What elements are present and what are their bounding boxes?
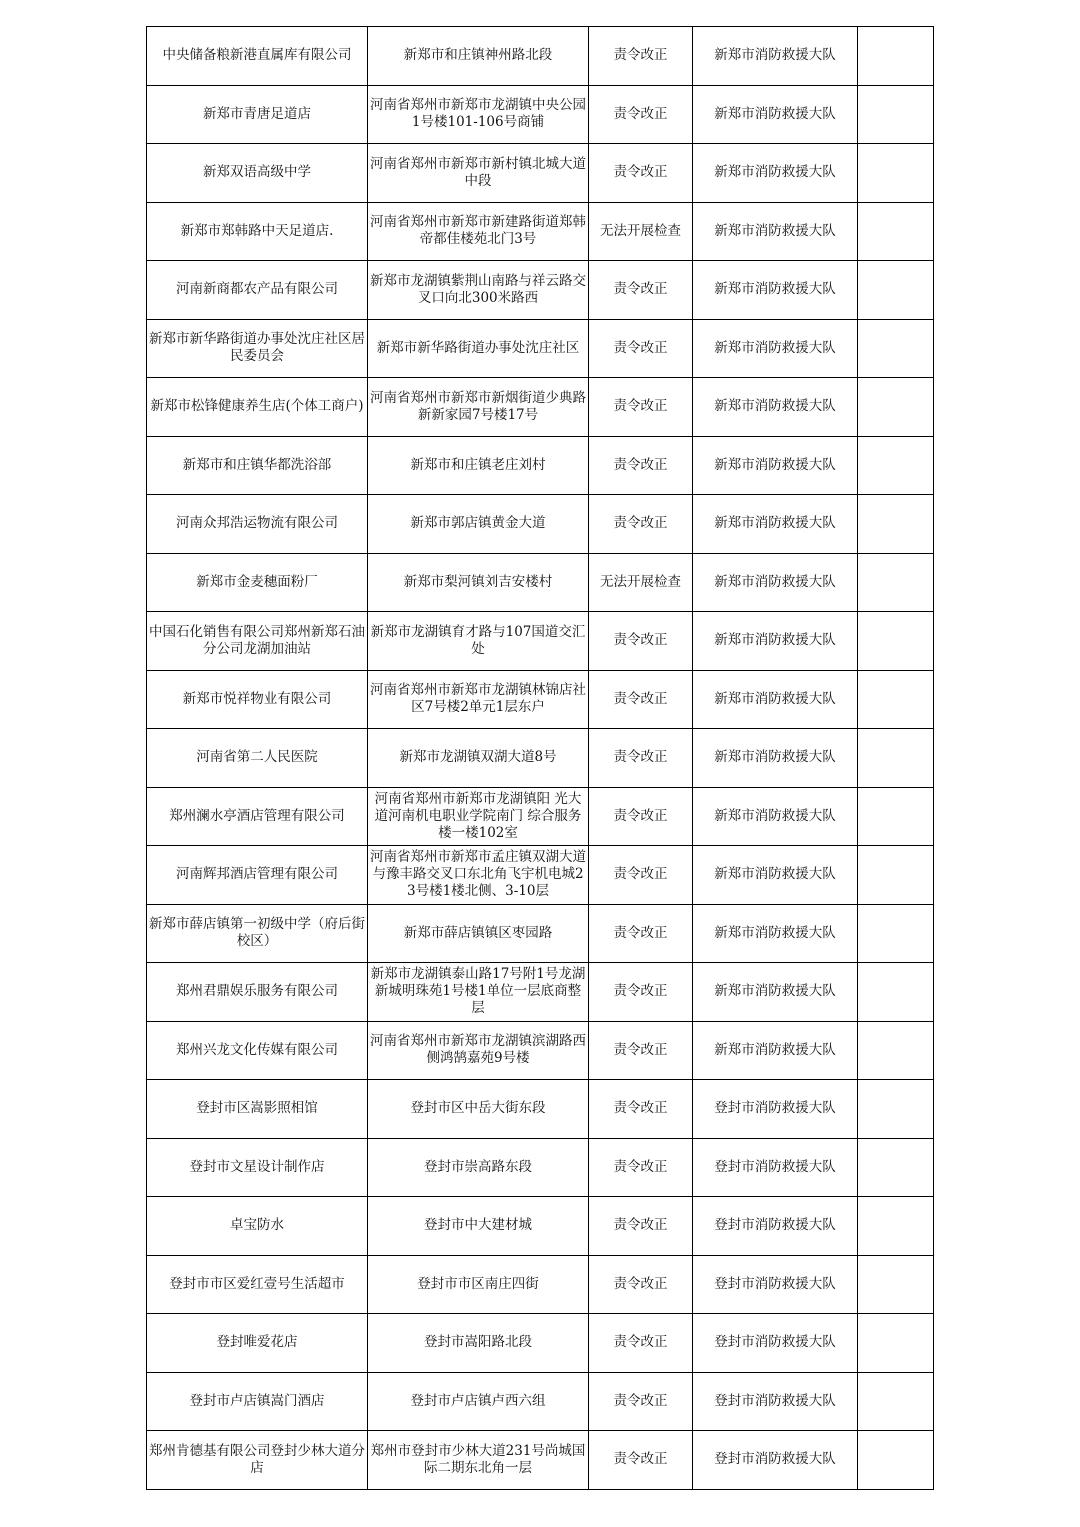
unit-name-cell: 河南众邦浩运物流有限公司 xyxy=(147,495,368,554)
address-cell: 河南省郑州市新郑市孟庄镇双湖大道与豫丰路交叉口东北角飞宇机电城23号楼1楼北侧、3-10层 xyxy=(368,846,589,905)
unit-name-cell: 郑州兴龙文化传媒有限公司 xyxy=(147,1021,368,1080)
inspection-result-cell: 责令改正 xyxy=(589,378,693,437)
table-row xyxy=(147,1021,934,1080)
responsible-dept-cell: 新郑市消防救援大队 xyxy=(693,612,858,671)
unit-name-cell: 郑州澜水亭酒店管理有限公司 xyxy=(147,787,368,846)
responsible-dept-cell: 新郑市消防救援大队 xyxy=(693,436,858,495)
table-row xyxy=(147,495,934,554)
inspection-result-cell: 责令改正 xyxy=(589,144,693,203)
remark-cell xyxy=(858,495,934,554)
table-row xyxy=(147,1431,934,1490)
inspection-result-cell: 责令改正 xyxy=(589,85,693,144)
table-row xyxy=(147,846,934,905)
table-row xyxy=(147,729,934,788)
address-cell: 河南省郑州市新郑市龙湖镇阳 光大道河南机电职业学院南门 综合服务楼一楼102室 xyxy=(368,787,589,846)
table-row xyxy=(147,1138,934,1197)
inspection-result-cell: 责令改正 xyxy=(589,1080,693,1139)
unit-name-cell: 新郑市悦祥物业有限公司 xyxy=(147,670,368,729)
table-row xyxy=(147,1372,934,1431)
remark-cell xyxy=(858,378,934,437)
responsible-dept-cell: 新郑市消防救援大队 xyxy=(693,85,858,144)
unit-name-cell: 新郑市郑韩路中天足道店. xyxy=(147,202,368,261)
unit-name-cell: 河南新商都农产品有限公司 xyxy=(147,261,368,320)
remark-cell xyxy=(858,85,934,144)
remark-cell xyxy=(858,319,934,378)
address-cell: 新郑市龙湖镇紫荆山南路与祥云路交叉口向北300米路西 xyxy=(368,261,589,320)
table-row xyxy=(147,1255,934,1314)
responsible-dept-cell: 新郑市消防救援大队 xyxy=(693,787,858,846)
inspection-result-cell: 责令改正 xyxy=(589,670,693,729)
table-row xyxy=(147,1197,934,1256)
address-cell: 新郑市龙湖镇育才路与107国道交汇处 xyxy=(368,612,589,671)
responsible-dept-cell: 登封市消防救援大队 xyxy=(693,1431,858,1490)
responsible-dept-cell: 新郑市消防救援大队 xyxy=(693,202,858,261)
inspection-result-cell: 责令改正 xyxy=(589,1431,693,1490)
remark-cell xyxy=(858,904,934,963)
table-row xyxy=(147,202,934,261)
inspection-result-cell: 责令改正 xyxy=(589,1372,693,1431)
address-cell: 新郑市郭店镇黄金大道 xyxy=(368,495,589,554)
inspection-result-cell: 责令改正 xyxy=(589,787,693,846)
address-cell: 登封市市区南庄四街 xyxy=(368,1255,589,1314)
inspection-result-cell: 责令改正 xyxy=(589,729,693,788)
inspection-result-cell: 责令改正 xyxy=(589,1021,693,1080)
unit-name-cell: 新郑市青唐足道店 xyxy=(147,85,368,144)
responsible-dept-cell: 新郑市消防救援大队 xyxy=(693,670,858,729)
inspection-result-cell: 责令改正 xyxy=(589,1138,693,1197)
remark-cell xyxy=(858,1255,934,1314)
address-cell: 新郑市梨河镇刘吉安楼村 xyxy=(368,553,589,612)
remark-cell xyxy=(858,1431,934,1490)
address-cell: 登封市嵩阳路北段 xyxy=(368,1314,589,1373)
inspection-result-cell: 责令改正 xyxy=(589,846,693,905)
inspection-result-cell: 责令改正 xyxy=(589,904,693,963)
address-cell: 登封市崇高路东段 xyxy=(368,1138,589,1197)
inspection-result-cell: 责令改正 xyxy=(589,495,693,554)
address-cell: 登封市区中岳大街东段 xyxy=(368,1080,589,1139)
inspection-result-cell: 责令改正 xyxy=(589,1255,693,1314)
responsible-dept-cell: 登封市消防救援大队 xyxy=(693,1372,858,1431)
responsible-dept-cell: 新郑市消防救援大队 xyxy=(693,261,858,320)
inspection-table xyxy=(146,26,934,1490)
responsible-dept-cell: 新郑市消防救援大队 xyxy=(693,1021,858,1080)
responsible-dept-cell: 新郑市消防救援大队 xyxy=(693,378,858,437)
remark-cell xyxy=(858,729,934,788)
remark-cell xyxy=(858,612,934,671)
unit-name-cell: 新郑市新华路街道办事处沈庄社区居民委员会 xyxy=(147,319,368,378)
unit-name-cell: 新郑市松锋健康养生店(个体工商户) xyxy=(147,378,368,437)
responsible-dept-cell: 新郑市消防救援大队 xyxy=(693,495,858,554)
table-row xyxy=(147,436,934,495)
table-row xyxy=(147,378,934,437)
responsible-dept-cell: 新郑市消防救援大队 xyxy=(693,904,858,963)
address-cell: 登封市卢店镇卢西六组 xyxy=(368,1372,589,1431)
inspection-result-cell: 无法开展检查 xyxy=(589,553,693,612)
remark-cell xyxy=(858,1372,934,1431)
remark-cell xyxy=(858,787,934,846)
table-row xyxy=(147,553,934,612)
unit-name-cell: 新郑市金麦穗面粉厂 xyxy=(147,553,368,612)
remark-cell xyxy=(858,1138,934,1197)
table-row xyxy=(147,1080,934,1139)
unit-name-cell: 卓宝防水 xyxy=(147,1197,368,1256)
table-row xyxy=(147,670,934,729)
responsible-dept-cell: 登封市消防救援大队 xyxy=(693,1138,858,1197)
table-row xyxy=(147,261,934,320)
unit-name-cell: 新郑双语高级中学 xyxy=(147,144,368,203)
responsible-dept-cell: 新郑市消防救援大队 xyxy=(693,553,858,612)
table-row xyxy=(147,963,934,1022)
unit-name-cell: 郑州君鼎娱乐服务有限公司 xyxy=(147,963,368,1022)
remark-cell xyxy=(858,436,934,495)
unit-name-cell: 登封市卢店镇嵩门酒店 xyxy=(147,1372,368,1431)
address-cell: 河南省郑州市新郑市龙湖镇中央公园1号楼101-106号商铺 xyxy=(368,85,589,144)
unit-name-cell: 河南省第二人民医院 xyxy=(147,729,368,788)
remark-cell xyxy=(858,27,934,86)
table-row xyxy=(147,144,934,203)
table-row xyxy=(147,319,934,378)
unit-name-cell: 中国石化销售有限公司郑州新郑石油分公司龙湖加油站 xyxy=(147,612,368,671)
inspection-result-cell: 责令改正 xyxy=(589,261,693,320)
unit-name-cell: 登封市区嵩影照相馆 xyxy=(147,1080,368,1139)
unit-name-cell: 新郑市薛店镇第一初级中学（府后街校区） xyxy=(147,904,368,963)
address-cell: 河南省郑州市新郑市龙湖镇林锦店社区7号楼2单元1层东户 xyxy=(368,670,589,729)
responsible-dept-cell: 登封市消防救援大队 xyxy=(693,1314,858,1373)
address-cell: 河南省郑州市新郑市龙湖镇滨湖路西侧鸿鹄嘉苑9号楼 xyxy=(368,1021,589,1080)
inspection-result-cell: 无法开展检查 xyxy=(589,202,693,261)
table-row xyxy=(147,904,934,963)
remark-cell xyxy=(858,202,934,261)
responsible-dept-cell: 新郑市消防救援大队 xyxy=(693,27,858,86)
remark-cell xyxy=(858,261,934,320)
inspection-result-cell: 责令改正 xyxy=(589,1314,693,1373)
table-body xyxy=(147,27,934,1490)
responsible-dept-cell: 登封市消防救援大队 xyxy=(693,1197,858,1256)
remark-cell xyxy=(858,1080,934,1139)
address-cell: 河南省郑州市新郑市新烟街道少典路新新家园7号楼17号 xyxy=(368,378,589,437)
responsible-dept-cell: 新郑市消防救援大队 xyxy=(693,144,858,203)
responsible-dept-cell: 新郑市消防救援大队 xyxy=(693,963,858,1022)
responsible-dept-cell: 新郑市消防救援大队 xyxy=(693,729,858,788)
responsible-dept-cell: 新郑市消防救援大队 xyxy=(693,319,858,378)
remark-cell xyxy=(858,846,934,905)
responsible-dept-cell: 登封市消防救援大队 xyxy=(693,1080,858,1139)
remark-cell xyxy=(858,1197,934,1256)
responsible-dept-cell: 新郑市消防救援大队 xyxy=(693,846,858,905)
address-cell: 新郑市龙湖镇双湖大道8号 xyxy=(368,729,589,788)
address-cell: 登封市中大建材城 xyxy=(368,1197,589,1256)
address-cell: 河南省郑州市新郑市新村镇北城大道中段 xyxy=(368,144,589,203)
inspection-result-cell: 责令改正 xyxy=(589,319,693,378)
remark-cell xyxy=(858,553,934,612)
address-cell: 新郑市和庄镇老庄刘村 xyxy=(368,436,589,495)
unit-name-cell: 河南辉邦酒店管理有限公司 xyxy=(147,846,368,905)
remark-cell xyxy=(858,1021,934,1080)
unit-name-cell: 登封唯爱花店 xyxy=(147,1314,368,1373)
unit-name-cell: 新郑市和庄镇华都洗浴部 xyxy=(147,436,368,495)
unit-name-cell: 郑州肯德基有限公司登封少林大道分店 xyxy=(147,1431,368,1490)
address-cell: 郑州市登封市少林大道231号尚城国际二期东北角一层 xyxy=(368,1431,589,1490)
unit-name-cell: 登封市文星设计制作店 xyxy=(147,1138,368,1197)
address-cell: 新郑市和庄镇神州路北段 xyxy=(368,27,589,86)
inspection-result-cell: 责令改正 xyxy=(589,963,693,1022)
inspection-result-cell: 责令改正 xyxy=(589,1197,693,1256)
address-cell: 新郑市新华路街道办事处沈庄社区 xyxy=(368,319,589,378)
responsible-dept-cell: 登封市消防救援大队 xyxy=(693,1255,858,1314)
unit-name-cell: 中央储备粮新港直属库有限公司 xyxy=(147,27,368,86)
remark-cell xyxy=(858,963,934,1022)
inspection-result-cell: 责令改正 xyxy=(589,612,693,671)
unit-name-cell: 登封市市区爱红壹号生活超市 xyxy=(147,1255,368,1314)
remark-cell xyxy=(858,1314,934,1373)
inspection-result-cell: 责令改正 xyxy=(589,436,693,495)
table-row xyxy=(147,27,934,86)
address-cell: 河南省郑州市新郑市新建路街道郑韩帝都佳楼苑北门3号 xyxy=(368,202,589,261)
table-row xyxy=(147,787,934,846)
inspection-result-cell: 责令改正 xyxy=(589,27,693,86)
table-row xyxy=(147,612,934,671)
address-cell: 新郑市薛店镇镇区枣园路 xyxy=(368,904,589,963)
remark-cell xyxy=(858,144,934,203)
table-row xyxy=(147,85,934,144)
table-row xyxy=(147,1314,934,1373)
address-cell: 新郑市龙湖镇泰山路17号附1号龙湖新城明珠苑1号楼1单位一层底商整层 xyxy=(368,963,589,1022)
remark-cell xyxy=(858,670,934,729)
